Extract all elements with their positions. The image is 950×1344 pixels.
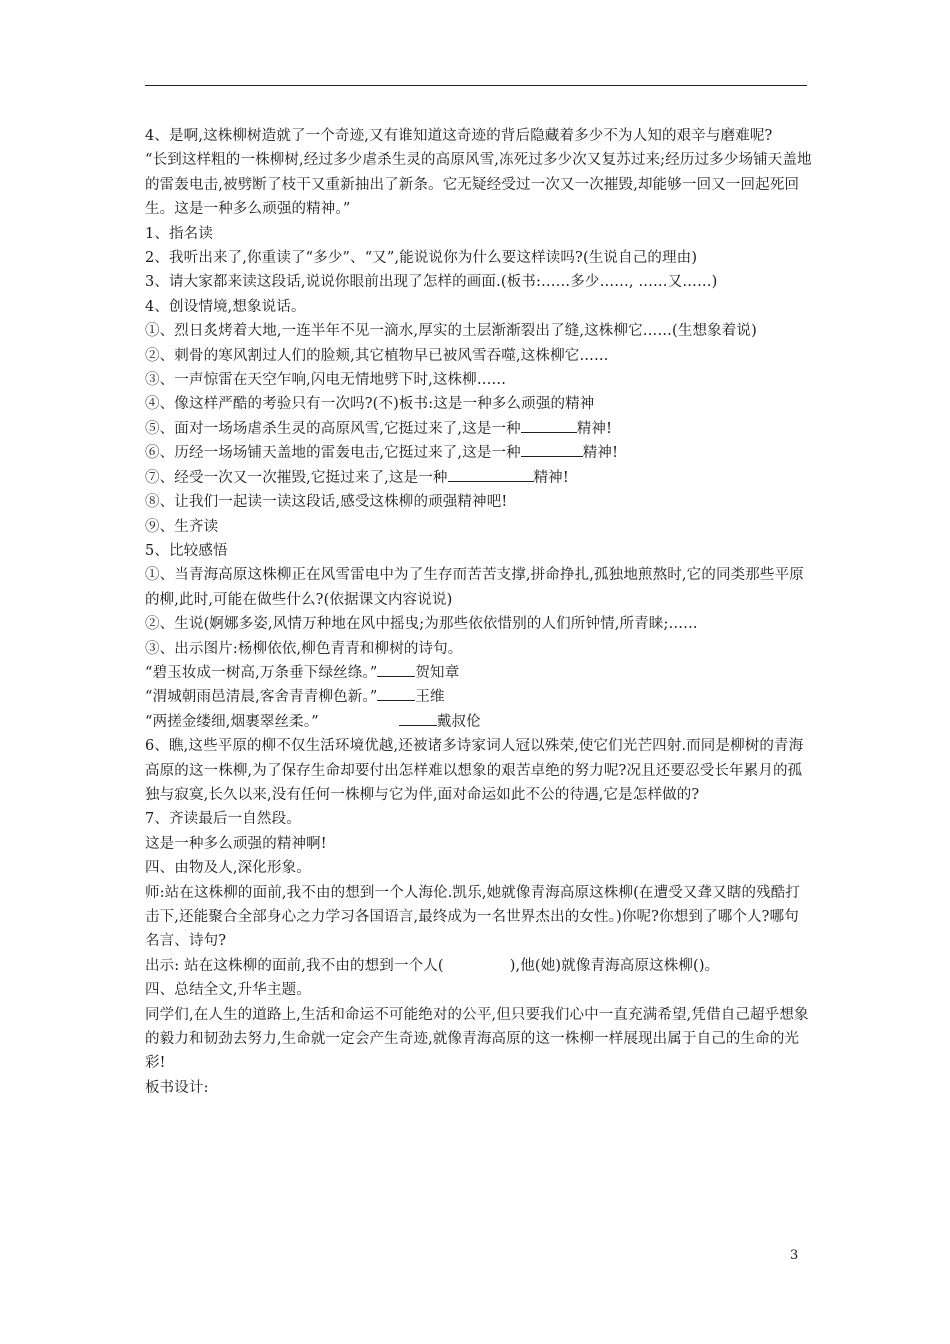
fill-blank bbox=[521, 417, 577, 433]
poem-line bbox=[145, 661, 813, 685]
paragraph bbox=[145, 954, 813, 978]
list-item bbox=[145, 466, 813, 490]
fill-blank bbox=[448, 466, 534, 482]
poem-author: 贺知章 bbox=[415, 664, 460, 681]
list-item: ②、刺骨的寒风割过人们的脸颊,其它植物早已被风雪吞噬,这株柳它…… bbox=[145, 347, 609, 364]
paragraph: 4、是啊,这株柳树造就了一个奇迹,又有谁知道这奇迹的背后隐藏着多少不为人知的艰辛与磨难呢? bbox=[145, 128, 773, 144]
text-segment: ⑦、经受一次又一次摧毁,它挺过来了,这是一种 bbox=[145, 469, 448, 486]
page-number: 3 bbox=[790, 1248, 799, 1263]
list-item: ①、当青海高原这株柳正在风雪雷电中为了生存而苦苦支撑,拼命挣扎,孤独地煎熬时,它的同类那些平原的柳,此时,可能在做些什么?(依据课文内容说说) bbox=[145, 567, 804, 608]
header-rule bbox=[145, 85, 807, 86]
list-item: ③、出示图片:杨柳依依,柳色青青和柳树的诗句。 bbox=[145, 640, 463, 657]
paragraph: 5、比较感悟 bbox=[145, 542, 228, 559]
list-item: ②、生说(婀娜多姿,风情万种地在风中摇曳;为那些依依惜别的人们所钟情,所青睐;…… bbox=[145, 616, 698, 633]
list-item: ⑨、生齐读 bbox=[145, 518, 219, 535]
document-body bbox=[145, 124, 813, 1100]
list-item bbox=[145, 441, 813, 465]
list-item bbox=[145, 417, 813, 441]
text-segment: ⑥、历经一场场铺天盖地的雷轰电击,它挺过来了,这是一种 bbox=[145, 445, 521, 462]
paragraph: 6、瞧,这些平原的柳不仅生活环境优越,还被诸多诗家词人冠以殊荣,使它们光芒四射.而同是柳树的青海高原的这一株柳,为了保存生命却要付出怎样难以想象的艰苦卓绝的努力呢?况且还要忍受长年累月的孤独与寂寞,长久以来,没有任何一株柳与它为伴,面对命运如此不公的待遇,它是怎样做的? bbox=[145, 738, 804, 803]
paragraph: 同学们,在人生的道路上,生活和命运不可能绝对的公平,但只要我们心中一直充满希望,凭借自己超乎想象的毅力和韧劲去努力,生命就一定会产生奇迹,就像青海高原的这一株柳一样展现出属于自己的生命的光彩! bbox=[145, 1006, 809, 1072]
list-item: ④、像这样严酷的考验只有一次吗?(不)板书:这是一种多么顽强的精神 bbox=[145, 396, 595, 413]
list-item: ⑧、让我们一起读一读这段话,感受这株柳的顽强精神吧! bbox=[145, 494, 508, 511]
list-item: ③、一声惊雷在天空乍响,闪电无情地劈下时,这株柳…… bbox=[145, 372, 507, 389]
text-segment: ⑤、面对一场场虐杀生灵的高原风雪,它挺过来了,这是一种 bbox=[145, 420, 521, 437]
paragraph: 板书设计: bbox=[145, 1079, 209, 1096]
quote-paragraph: “长到这样粗的一株柳树,经过多少虐杀生灵的高原风雪,冻死过多少次又复苏过来;经历过多少场铺天盖地的雷轰电击,被劈断了枝干又重新抽出了新条。它无疑经受过一次又一次摧毁,却能够一回又一回起死回生。这是一种多么顽强的精神。” bbox=[145, 152, 812, 218]
paragraph: 师:站在这株柳的面前,我不由的想到一个人海伦.凯乐,她就像青海高原这株柳(在遭受又聋又瞎的残酷打击下,还能聚合全部身心之力学习各国语言,最终成为一名世界杰出的女性。)你呢?你想到了哪个人?哪句名言、诗句? bbox=[145, 884, 801, 950]
text-segment: )。 bbox=[698, 957, 720, 974]
poem-author: 王维 bbox=[415, 689, 445, 706]
fill-blank bbox=[377, 685, 415, 701]
paragraph: 3、请大家都来读这段话,说说你眼前出现了怎样的画面.(板书:……多少……, ……又……) bbox=[145, 274, 718, 291]
fill-blank bbox=[377, 661, 415, 677]
list-item: ①、烈日炙烤着大地,一连半年不见一滴水,厚实的土层渐渐裂出了缝,这株柳它……(生想象着说) bbox=[145, 323, 757, 340]
fill-blank bbox=[399, 710, 437, 726]
text-segment: 精神! bbox=[533, 469, 569, 486]
text-segment: ),他(她)就像青海高原这株柳( bbox=[509, 957, 699, 974]
section-heading: 四、由物及人,深化形象。 bbox=[145, 860, 311, 877]
poem-text: “渭城朝雨邑清晨,客舍青青柳色新。” bbox=[145, 689, 378, 706]
paragraph: 7、齐读最后一自然段。 bbox=[145, 811, 301, 828]
text-segment: 精神! bbox=[582, 445, 619, 462]
paragraph: 这是一种多么顽强的精神啊! bbox=[145, 835, 327, 852]
text-segment: 精神! bbox=[576, 420, 613, 437]
poem-line bbox=[145, 685, 813, 709]
paragraph: 2、我听出来了,你重读了“多少”、“又”,能说说你为什么要这样读吗?(生说自己的理由) bbox=[145, 250, 698, 267]
poem-author: 戴叔伦 bbox=[436, 713, 481, 730]
poem-text: “碧玉妆成一树高,万条垂下绿丝绦。” bbox=[145, 664, 378, 681]
text-segment: 出示: 站在这株柳的面前,我不由的想到一个人( bbox=[145, 957, 444, 974]
section-heading: 四、总结全文,升华主题。 bbox=[145, 982, 311, 999]
paragraph: 4、创设情境,想象说话。 bbox=[145, 298, 306, 315]
poem-text: “两搓金缕细,烟裹翠丝柔。” bbox=[145, 713, 319, 730]
paragraph: 1、指名读 bbox=[145, 225, 213, 242]
poem-line bbox=[145, 710, 813, 734]
fill-blank bbox=[521, 441, 583, 457]
